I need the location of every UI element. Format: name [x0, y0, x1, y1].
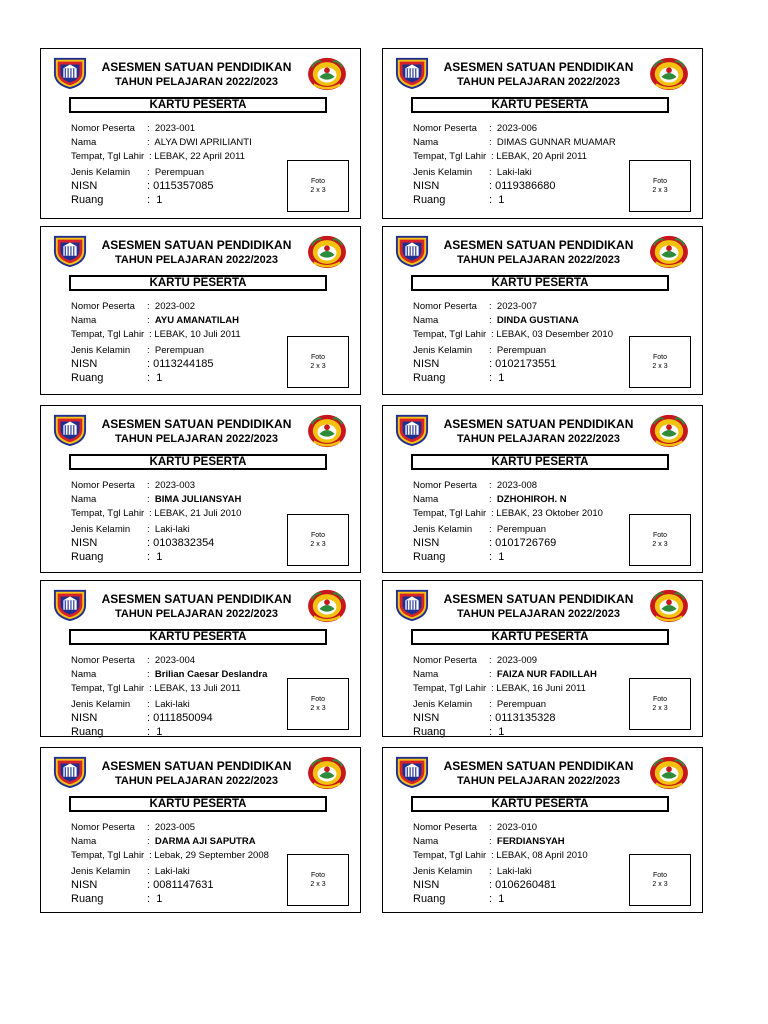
- label-jk: Jenis Kelamin: [413, 866, 473, 877]
- label-ttl: Tempat, Tgl Lahir: [413, 329, 487, 340]
- label-nomor: Nomor Peserta: [413, 123, 477, 134]
- label-ttl: Tempat, Tgl Lahir: [413, 508, 487, 519]
- photo-placeholder: [287, 678, 349, 730]
- label-nisn: NISN: [413, 358, 440, 370]
- photo-label: Foto: [652, 532, 667, 539]
- photo-label: Foto: [310, 696, 325, 703]
- value-nomor: : 2023-010: [489, 822, 538, 833]
- label-ruang: Ruang: [71, 893, 104, 905]
- label-nama: Nama: [71, 836, 97, 847]
- label-nomor: Nomor Peserta: [71, 123, 135, 134]
- photo-placeholder: [629, 678, 691, 730]
- label-nama: Nama: [413, 315, 439, 326]
- label-jk: Jenis Kelamin: [413, 699, 473, 710]
- photo-size: 2 x 3: [310, 187, 326, 194]
- photo-placeholder: [629, 336, 691, 388]
- label-nama: Nama: [413, 669, 439, 680]
- value-nisn: : 0113135328: [489, 712, 556, 724]
- photo-label: Foto: [310, 532, 325, 539]
- label-ruang: Ruang: [413, 893, 446, 905]
- regency-seal-logo-icon: [648, 234, 690, 270]
- title-line2: TAHUN PELAJARAN 2022/2023: [114, 254, 279, 266]
- value-jk: : Laki-laki: [147, 866, 190, 877]
- title-line2: TAHUN PELAJARAN 2022/2023: [114, 433, 279, 445]
- value-jk: : Laki-laki: [147, 699, 190, 710]
- label-ttl: Tempat, Tgl Lahir: [71, 850, 145, 861]
- card-title: [431, 591, 646, 621]
- label-nama: Nama: [413, 137, 439, 148]
- photo-placeholder: [287, 336, 349, 388]
- label-nomor: Nomor Peserta: [71, 822, 135, 833]
- label-ruang: Ruang: [71, 372, 104, 384]
- value-nama: : DZHOHIROH. N: [489, 494, 567, 505]
- photo-placeholder: [629, 854, 691, 906]
- school-shield-logo-icon: [51, 234, 89, 268]
- value-nisn: : 0113244185: [147, 358, 214, 370]
- value-nisn: : 0101726769: [489, 537, 557, 549]
- value-ttl: : LEBAK, 23 Oktober 2010: [491, 508, 603, 519]
- participant-card-2023-009: [382, 580, 703, 737]
- card-title: [431, 416, 646, 446]
- label-nama: Nama: [71, 137, 97, 148]
- participant-card-2023-010: [382, 747, 703, 913]
- value-ruang: : 1: [489, 372, 505, 384]
- label-jk: Jenis Kelamin: [71, 866, 131, 877]
- school-shield-logo-icon: [393, 755, 431, 789]
- photo-label: Foto: [652, 696, 667, 703]
- value-jk: : Laki-laki: [489, 167, 532, 178]
- regency-seal-logo-icon: [648, 588, 690, 624]
- label-ruang: Ruang: [413, 551, 446, 563]
- title-line2: TAHUN PELAJARAN 2022/2023: [456, 76, 621, 88]
- value-jk: : Perempuan: [147, 167, 205, 178]
- value-jk: : Laki-laki: [147, 524, 190, 535]
- school-shield-logo-icon: [393, 56, 431, 90]
- school-shield-logo-icon: [393, 413, 431, 447]
- label-ruang: Ruang: [413, 726, 446, 738]
- value-nomor: : 2023-003: [147, 480, 196, 491]
- value-nomor: : 2023-001: [147, 123, 196, 134]
- photo-label: Foto: [652, 178, 667, 185]
- regency-seal-logo-icon: [648, 755, 690, 791]
- title-line2: TAHUN PELAJARAN 2022/2023: [114, 76, 279, 88]
- label-ruang: Ruang: [413, 372, 446, 384]
- card-type-box: KARTU PESERTA: [411, 97, 669, 113]
- school-shield-logo-icon: [393, 588, 431, 622]
- value-nama: : ALYA DWI APRILIANTI: [147, 137, 252, 148]
- label-nisn: NISN: [413, 712, 440, 724]
- photo-placeholder: [287, 514, 349, 566]
- card-type-box: KARTU PESERTA: [411, 275, 669, 291]
- value-ttl: : LEBAK, 16 Juni 2011: [491, 683, 586, 694]
- participant-card-2023-003: [40, 405, 361, 573]
- value-nisn: : 0115357085: [147, 180, 214, 192]
- card-type-box: KARTU PESERTA: [69, 796, 327, 812]
- participant-card-2023-001: [40, 48, 361, 219]
- title-line1: ASESMEN SATUAN PENDIDIKAN: [101, 759, 292, 773]
- photo-size: 2 x 3: [310, 881, 326, 888]
- value-ttl: : LEBAK, 20 April 2011: [491, 151, 587, 162]
- label-ttl: Tempat, Tgl Lahir: [71, 151, 145, 162]
- title-line1: ASESMEN SATUAN PENDIDIKAN: [443, 592, 634, 606]
- value-ruang: : 1: [489, 194, 505, 206]
- photo-placeholder: [629, 160, 691, 212]
- school-shield-logo-icon: [393, 234, 431, 268]
- label-jk: Jenis Kelamin: [71, 524, 131, 535]
- card-title: [89, 237, 304, 267]
- regency-seal-logo-icon: [306, 588, 348, 624]
- card-title: [89, 591, 304, 621]
- label-nama: Nama: [71, 315, 97, 326]
- label-jk: Jenis Kelamin: [71, 167, 131, 178]
- photo-placeholder: [629, 514, 691, 566]
- label-nama: Nama: [71, 494, 97, 505]
- photo-size: 2 x 3: [310, 541, 326, 548]
- participant-card-2023-008: [382, 405, 703, 573]
- label-ttl: Tempat, Tgl Lahir: [71, 329, 145, 340]
- card-type-box: KARTU PESERTA: [69, 275, 327, 291]
- title-line1: ASESMEN SATUAN PENDIDIKAN: [443, 60, 634, 74]
- label-jk: Jenis Kelamin: [413, 167, 473, 178]
- label-nomor: Nomor Peserta: [71, 655, 135, 666]
- value-ttl: : LEBAK, 10 Juli 2011: [149, 329, 241, 340]
- value-ruang: : 1: [489, 893, 505, 905]
- label-ttl: Tempat, Tgl Lahir: [413, 151, 487, 162]
- photo-label: Foto: [310, 872, 325, 879]
- value-nisn: : 0111850094: [147, 712, 213, 724]
- title-line1: ASESMEN SATUAN PENDIDIKAN: [101, 60, 292, 74]
- card-title: [431, 758, 646, 788]
- value-ruang: : 1: [489, 726, 505, 738]
- photo-size: 2 x 3: [652, 541, 668, 548]
- card-type-box: KARTU PESERTA: [411, 629, 669, 645]
- title-line2: TAHUN PELAJARAN 2022/2023: [456, 775, 621, 787]
- card-type-box: KARTU PESERTA: [69, 454, 327, 470]
- value-nisn: : 0106260481: [489, 879, 557, 891]
- label-ruang: Ruang: [71, 551, 104, 563]
- label-ttl: Tempat, Tgl Lahir: [71, 683, 145, 694]
- value-ttl: : LEBAK, 22 April 2011: [149, 151, 245, 162]
- card-title: [89, 416, 304, 446]
- value-nama: : DINDA GUSTIANA: [489, 315, 579, 326]
- label-nama: Nama: [413, 494, 439, 505]
- value-nomor: : 2023-005: [147, 822, 196, 833]
- value-nisn: : 0119386680: [489, 180, 556, 192]
- value-ttl: : LEBAK, 08 April 2010: [491, 850, 588, 861]
- value-nomor: : 2023-002: [147, 301, 196, 312]
- photo-label: Foto: [652, 354, 667, 361]
- label-jk: Jenis Kelamin: [71, 699, 131, 710]
- title-line2: TAHUN PELAJARAN 2022/2023: [456, 608, 621, 620]
- value-ttl: : Lebak, 29 September 2008: [149, 850, 269, 861]
- participant-card-2023-004: [40, 580, 361, 737]
- value-jk: : Perempuan: [147, 345, 205, 356]
- photo-size: 2 x 3: [310, 363, 326, 370]
- value-nama: : AYU AMANATILAH: [147, 315, 240, 326]
- card-type-box: KARTU PESERTA: [69, 97, 327, 113]
- value-nama: : Brilian Caesar Deslandra: [147, 669, 268, 680]
- photo-label: Foto: [310, 178, 325, 185]
- title-line2: TAHUN PELAJARAN 2022/2023: [456, 433, 621, 445]
- label-nisn: NISN: [71, 180, 98, 192]
- participant-card-2023-007: [382, 226, 703, 395]
- title-line2: TAHUN PELAJARAN 2022/2023: [114, 775, 279, 787]
- regency-seal-logo-icon: [648, 413, 690, 449]
- regency-seal-logo-icon: [306, 56, 348, 92]
- value-jk: : Perempuan: [489, 699, 547, 710]
- label-nisn: NISN: [71, 879, 98, 891]
- value-nisn: : 0081147631: [147, 879, 214, 891]
- value-nomor: : 2023-009: [489, 655, 538, 666]
- school-shield-logo-icon: [51, 56, 89, 90]
- value-ruang: : 1: [147, 194, 163, 206]
- school-shield-logo-icon: [51, 755, 89, 789]
- value-nama: : FERDIANSYAH: [489, 836, 565, 847]
- label-ttl: Tempat, Tgl Lahir: [71, 508, 145, 519]
- value-ruang: : 1: [489, 551, 505, 563]
- label-nomor: Nomor Peserta: [71, 301, 135, 312]
- photo-size: 2 x 3: [310, 705, 326, 712]
- label-jk: Jenis Kelamin: [413, 524, 473, 535]
- label-jk: Jenis Kelamin: [413, 345, 473, 356]
- participant-card-2023-002: [40, 226, 361, 395]
- value-nomor: : 2023-006: [489, 123, 538, 134]
- title-line2: TAHUN PELAJARAN 2022/2023: [114, 608, 279, 620]
- value-jk: : Perempuan: [489, 345, 547, 356]
- photo-placeholder: [287, 160, 349, 212]
- label-nisn: NISN: [413, 537, 440, 549]
- photo-size: 2 x 3: [652, 363, 668, 370]
- label-nomor: Nomor Peserta: [413, 655, 477, 666]
- value-ttl: : LEBAK, 03 Desember 2010: [491, 329, 613, 340]
- value-ttl: : LEBAK, 13 Juli 2011: [149, 683, 241, 694]
- label-nisn: NISN: [71, 358, 98, 370]
- value-nama: : DIMAS GUNNAR MUAMAR: [489, 137, 616, 148]
- photo-label: Foto: [310, 354, 325, 361]
- label-nisn: NISN: [413, 180, 440, 192]
- photo-size: 2 x 3: [652, 881, 668, 888]
- regency-seal-logo-icon: [648, 56, 690, 92]
- value-nama: : DARMA AJI SAPUTRA: [147, 836, 256, 847]
- regency-seal-logo-icon: [306, 234, 348, 270]
- school-shield-logo-icon: [51, 588, 89, 622]
- photo-label: Foto: [652, 872, 667, 879]
- label-nomor: Nomor Peserta: [413, 301, 477, 312]
- value-ruang: : 1: [147, 372, 163, 384]
- value-nisn: : 0102173551: [489, 358, 557, 370]
- label-nomor: Nomor Peserta: [413, 480, 477, 491]
- label-nomor: Nomor Peserta: [71, 480, 135, 491]
- participant-card-2023-006: [382, 48, 703, 219]
- photo-size: 2 x 3: [652, 187, 668, 194]
- label-nama: Nama: [413, 836, 439, 847]
- label-jk: Jenis Kelamin: [71, 345, 131, 356]
- title-line1: ASESMEN SATUAN PENDIDIKAN: [443, 417, 634, 431]
- title-line1: ASESMEN SATUAN PENDIDIKAN: [101, 238, 292, 252]
- value-nama: : FAIZA NUR FADILLAH: [489, 669, 597, 680]
- label-nisn: NISN: [413, 879, 440, 891]
- photo-placeholder: [287, 854, 349, 906]
- card-title: [89, 59, 304, 89]
- value-ruang: : 1: [147, 726, 163, 738]
- title-line1: ASESMEN SATUAN PENDIDIKAN: [101, 417, 292, 431]
- value-nomor: : 2023-004: [147, 655, 196, 666]
- value-nomor: : 2023-008: [489, 480, 538, 491]
- label-nama: Nama: [71, 669, 97, 680]
- label-nisn: NISN: [71, 712, 98, 724]
- title-line2: TAHUN PELAJARAN 2022/2023: [456, 254, 621, 266]
- photo-size: 2 x 3: [652, 705, 668, 712]
- label-ruang: Ruang: [71, 194, 104, 206]
- school-shield-logo-icon: [51, 413, 89, 447]
- value-nisn: : 0103832354: [147, 537, 215, 549]
- label-ttl: Tempat, Tgl Lahir: [413, 683, 487, 694]
- value-ruang: : 1: [147, 551, 163, 563]
- value-ttl: : LEBAK, 21 Juli 2010: [149, 508, 242, 519]
- card-type-box: KARTU PESERTA: [411, 796, 669, 812]
- card-title: [431, 237, 646, 267]
- value-jk: : Laki-laki: [489, 866, 532, 877]
- value-nama: : BIMA JULIANSYAH: [147, 494, 242, 505]
- card-title: [89, 758, 304, 788]
- value-ruang: : 1: [147, 893, 163, 905]
- regency-seal-logo-icon: [306, 413, 348, 449]
- label-ruang: Ruang: [71, 726, 104, 738]
- title-line1: ASESMEN SATUAN PENDIDIKAN: [443, 238, 634, 252]
- participant-card-2023-005: [40, 747, 361, 913]
- value-nomor: : 2023-007: [489, 301, 538, 312]
- regency-seal-logo-icon: [306, 755, 348, 791]
- card-type-box: KARTU PESERTA: [69, 629, 327, 645]
- label-nisn: NISN: [71, 537, 98, 549]
- label-ttl: Tempat, Tgl Lahir: [413, 850, 487, 861]
- card-title: [431, 59, 646, 89]
- label-ruang: Ruang: [413, 194, 446, 206]
- title-line1: ASESMEN SATUAN PENDIDIKAN: [101, 592, 292, 606]
- value-jk: : Perempuan: [489, 524, 547, 535]
- title-line1: ASESMEN SATUAN PENDIDIKAN: [443, 759, 634, 773]
- card-type-box: KARTU PESERTA: [411, 454, 669, 470]
- label-nomor: Nomor Peserta: [413, 822, 477, 833]
